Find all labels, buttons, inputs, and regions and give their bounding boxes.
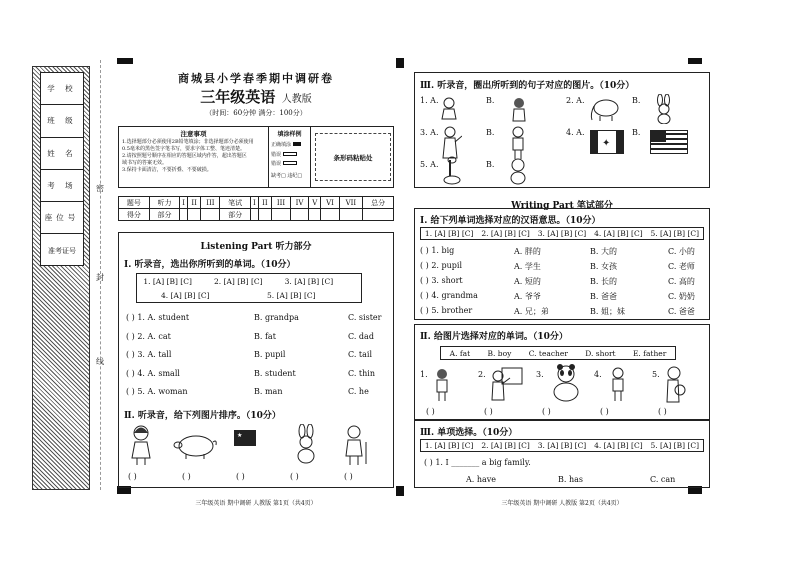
corner-mark <box>688 58 702 64</box>
q1-item-stem: ( ) 3. A. tall <box>126 350 172 359</box>
w3-choice: C. can <box>650 475 676 484</box>
seal-char: 封 <box>96 273 104 282</box>
score-cell <box>339 209 363 221</box>
info-field: 姓 名 <box>41 138 83 170</box>
w1-option-c: C. 奶奶 <box>668 292 695 301</box>
q1-item-stem: ( ) 1. A. student <box>126 313 190 322</box>
answer-option: 3. [A] [B] [C] <box>284 276 334 286</box>
score-cell: III <box>201 197 220 209</box>
w2-number: 3. <box>536 370 544 379</box>
answer-option: 1. [A] [B] [C] <box>424 441 474 450</box>
info-field: 考 场 <box>41 170 83 202</box>
w2-number: 4. <box>594 370 602 379</box>
q3-picture-label: B. <box>486 160 495 169</box>
q3-picture-label: B. <box>486 96 495 105</box>
w3-choice: B. has <box>558 475 583 484</box>
w2-answer-bracket: ( ) <box>484 407 493 416</box>
w1-item-stem: ( ) 5. brother <box>420 306 473 315</box>
score-cell <box>188 209 201 221</box>
notice-title: 注意事项 <box>180 130 207 138</box>
cut-line <box>100 60 101 490</box>
svg-text:✦: ✦ <box>602 138 611 149</box>
fill-wrong-2: 错误 <box>271 160 308 167</box>
info-field: 准考证号 <box>48 246 76 255</box>
score-cell: III <box>272 197 291 209</box>
w2-number: 5. <box>652 370 660 379</box>
absent-violation: 缺考□ 违纪□ <box>271 173 303 179</box>
score-cell: 总分 <box>363 197 394 209</box>
q3-picture-label: 4. A. <box>566 128 585 137</box>
answer-option: 2. [A] [B] [C] <box>214 276 263 286</box>
q3-picture-label: 1. A. <box>420 96 439 105</box>
w1-option-a: A. 学生 <box>514 262 541 271</box>
q1-option-b: B. fat <box>254 331 276 341</box>
w1-option-a: A. 爷爷 <box>514 292 541 301</box>
q1-title: Ⅰ. 听录音，选出你所听到的单词。（10分） <box>124 260 296 270</box>
answer-option: 2. [A] [B] [C] <box>481 229 530 238</box>
q1-item-stem: ( ) 4. A. small <box>126 368 180 378</box>
w2-answer-bracket: ( ) <box>426 407 435 416</box>
w2-answer-bracket: ( ) <box>658 407 667 416</box>
grandpa-icon <box>342 424 370 466</box>
notice-line: 1.选择题部分必须使用2B铅笔填涂；非选择题部分必须使用 <box>122 139 254 145</box>
q3-picture-label: 2. A. <box>566 96 585 105</box>
girl-icon <box>126 424 156 466</box>
w1-item-stem: ( ) 4. grandma <box>420 291 478 300</box>
score-cell: 部分 <box>149 209 180 221</box>
w1-option-c: C. 小的 <box>668 247 695 256</box>
answer-option: E. father <box>632 348 667 358</box>
score-cell: II <box>188 197 201 209</box>
page2-footer: 三年级英语 期中调研 人教版 第2页（共4页） <box>501 500 623 507</box>
w3-question: ( ) 1. I _______ a big family. <box>424 458 531 467</box>
answer-option: 1. [A] [B] [C] <box>424 229 474 238</box>
q3-picture-label: B. <box>632 96 641 105</box>
w3-answer-box <box>420 439 704 452</box>
father-icon <box>662 366 686 404</box>
answer-option: 2. [A] [B] [C] <box>481 441 530 450</box>
notice-lines <box>119 138 268 175</box>
score-cell <box>251 209 259 221</box>
w3-choice: A. have <box>466 475 497 484</box>
answer-option: A. fat <box>449 348 471 358</box>
w1-option-a: A. 短的 <box>514 277 541 286</box>
rabbit-icon <box>292 424 320 464</box>
monkey-icon <box>506 156 530 186</box>
answer-option: C. teacher <box>528 348 568 358</box>
canada-flag-icon <box>590 130 624 154</box>
student-icon <box>508 126 528 160</box>
w1-option-b: B. 大的 <box>590 247 617 256</box>
q2-title: Ⅱ. 听录音，给下列图片排序。（10分） <box>124 411 281 421</box>
answer-option: 3. [A] [B] [C] <box>537 441 587 450</box>
seal-char: 密 <box>96 184 104 193</box>
w2-word-box <box>440 346 676 360</box>
svg-text:★: ★ <box>237 432 243 439</box>
w1-option-b: B. 长的 <box>590 277 617 286</box>
score-cell: 题号 <box>119 197 150 209</box>
score-cell: 笔试 <box>220 197 251 209</box>
corner-mark <box>396 486 404 496</box>
w1-item-stem: ( ) 3. short <box>420 276 463 285</box>
notice-line: 0.5毫米的黑色签字笔书写，要求字体工整、笔迹清楚。 <box>122 146 245 152</box>
answer-option: 3. [A] [B] [C] <box>537 229 587 238</box>
teacher-icon <box>440 126 462 160</box>
score-cell <box>272 209 291 221</box>
answer-option: 5. [A] [B] [C] <box>267 290 316 300</box>
score-cell: V <box>309 197 321 209</box>
w2-answer-bracket: ( ) <box>600 407 609 416</box>
w2-answer-bracket: ( ) <box>542 407 551 416</box>
q1-option-b: B. grandpa <box>254 313 299 322</box>
score-cell: VII <box>339 197 363 209</box>
score-cell <box>258 209 271 221</box>
china-flag-icon <box>234 430 256 446</box>
w1-option-b: B. 女孩 <box>590 262 617 271</box>
fill-correct: 正确填涂 <box>271 141 308 148</box>
fill-example-title: 填涂样例 <box>277 131 302 138</box>
w1-option-c: C. 老师 <box>668 262 695 271</box>
usa-flag-icon <box>650 130 688 154</box>
w1-option-a: A. 兄；弟 <box>514 307 549 316</box>
score-cell: 部分 <box>220 209 251 221</box>
w1-title: Ⅰ. 给下列单词选择对应的汉语意思。（10分） <box>420 216 601 226</box>
w2-number: 2. <box>478 370 486 379</box>
w2-title: Ⅱ. 给图片选择对应的单词。（10分） <box>420 332 568 342</box>
score-cell <box>363 209 394 221</box>
notice-line: 3.保持卡面清洁，不要折叠、不要破损。 <box>122 167 212 173</box>
score-cell: VI <box>321 197 339 209</box>
q1-option-b: B. man <box>254 387 283 396</box>
w1-option-c: C. 爸爸 <box>668 307 695 316</box>
q1-answer-box <box>136 273 362 303</box>
w1-item-stem: ( ) 2. pupil <box>420 261 463 270</box>
corner-mark <box>396 58 404 68</box>
pig-icon <box>172 432 218 460</box>
q1-option-c: C. dad <box>348 331 374 341</box>
w1-option-b: B. 姐；妹 <box>590 307 625 316</box>
q3-picture-label: 5. A. <box>420 160 439 169</box>
score-cell: IV <box>291 197 309 209</box>
q1-option-c: C. he <box>348 387 369 396</box>
q3-title: Ⅲ. 听录音，圈出所听到的句子对应的图片。（10分） <box>420 81 635 91</box>
fat-panda-icon <box>552 364 580 402</box>
w2-number: 1. <box>420 370 428 379</box>
student-info-box <box>40 72 84 266</box>
score-cell: 得分 <box>119 209 150 221</box>
elephant-icon <box>588 96 622 122</box>
score-cell: I <box>180 197 188 209</box>
subject-title: 三年级英语 <box>200 88 276 106</box>
edition: 人教版 <box>281 94 312 105</box>
score-table <box>118 196 394 221</box>
info-field: 班 级 <box>41 105 83 137</box>
answer-option: 5. [A] [B] [C] <box>650 441 700 450</box>
score-cell: 听力 <box>149 197 180 209</box>
answer-option: 4. [A] [B] [C] <box>594 229 643 238</box>
score-cell <box>201 209 220 221</box>
q3-picture-label: B. <box>486 128 495 137</box>
q1-option-b: B. student <box>254 368 296 378</box>
q1-option-c: C. thin <box>348 368 375 378</box>
answer-option: D. short <box>585 348 616 358</box>
answer-option: 5. [A] [B] [C] <box>650 229 700 238</box>
w1-answer-box <box>420 227 704 240</box>
w1-item-stem: ( ) 1. big <box>420 246 455 255</box>
info-field: 学 校 <box>41 73 83 105</box>
page1-footer: 三年级英语 期中调研 人教版 第1页（共4页） <box>195 500 317 507</box>
girl-icon <box>438 96 460 120</box>
rabbit-icon <box>652 94 676 124</box>
answer-option: 1. [A] [B] [C] <box>143 276 192 286</box>
q1-option-c: C. tail <box>348 350 373 359</box>
q3-picture-label: B. <box>632 128 641 137</box>
giraffe-icon <box>440 156 462 188</box>
q2-answer-bracket: ( ) <box>128 472 137 481</box>
score-cell <box>309 209 321 221</box>
q1-item-stem: ( ) 2. A. cat <box>126 331 171 341</box>
corner-mark <box>117 58 133 64</box>
q2-answer-bracket: ( ) <box>290 472 299 481</box>
listening-header: Listening Part 听力部分 <box>200 242 312 252</box>
q3-picture-label: 3. A. <box>420 128 439 137</box>
boy-icon <box>508 96 530 122</box>
q2-answer-bracket: ( ) <box>182 472 191 481</box>
q2-answer-bracket: ( ) <box>344 472 353 481</box>
q1-item-stem: ( ) 5. A. woman <box>126 387 188 396</box>
notice-box <box>118 126 394 188</box>
notice-line: 域书写的答案无效。 <box>122 160 168 166</box>
q1-option-b: B. pupil <box>254 350 286 359</box>
exam-title: 商城县小学春季期中调研卷 <box>178 72 334 85</box>
short-person-icon <box>608 366 628 402</box>
answer-option: B. boy <box>487 348 512 358</box>
score-cell <box>180 209 188 221</box>
barcode-area: 条形码粘贴处 <box>315 133 391 181</box>
score-cell: II <box>258 197 271 209</box>
w1-option-b: B. 爸爸 <box>590 292 617 301</box>
score-cell <box>321 209 339 221</box>
fill-wrong: 错误 <box>271 151 308 158</box>
writing-header: Writing Part 笔试部分 <box>511 201 613 211</box>
q1-option-c: C. sister <box>348 313 382 322</box>
time-info: （时间：60分钟 满分：100分） <box>205 109 307 117</box>
w1-option-a: A. 胖的 <box>514 247 541 256</box>
w1-option-c: C. 高的 <box>668 277 695 286</box>
score-cell: I <box>251 197 259 209</box>
answer-option: 4. [A] [B] [C] <box>161 290 210 300</box>
score-cell <box>291 209 309 221</box>
boy-icon <box>432 368 452 402</box>
answer-option: 4. [A] [B] [C] <box>594 441 643 450</box>
subject-title-row <box>120 86 392 107</box>
w3-title: Ⅲ. 单项选择。（10分） <box>420 428 518 438</box>
seal-char: 线 <box>96 357 104 366</box>
info-field: 座位号 <box>41 202 83 234</box>
q2-answer-bracket: ( ) <box>236 472 245 481</box>
notice-line: 2.请按照题号顺序在相应的答题区域内作答，超出答题区 <box>122 153 247 159</box>
teacher-icon <box>490 366 524 402</box>
